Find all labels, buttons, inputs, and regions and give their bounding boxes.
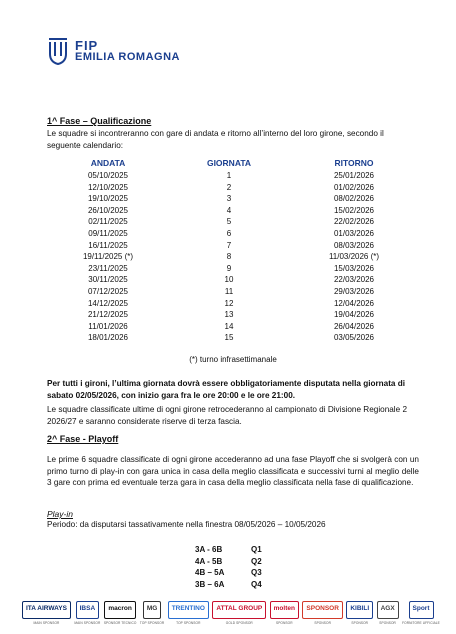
calendar-body <box>47 170 419 344</box>
phase2-title: 2^ Fase - Playoff <box>47 434 119 444</box>
match-pair: 3B – 6A <box>195 579 225 589</box>
match-code: Q1 <box>251 545 262 554</box>
cell-ritorno: 03/05/2026 <box>333 333 375 343</box>
sponsor-name: ITA AIRWAYS <box>22 601 71 619</box>
phase1-title: 1^ Fase – Qualificazione <box>47 116 152 126</box>
header-giornata: GIORNATA <box>206 158 252 168</box>
sponsor-name: Sport <box>409 601 434 619</box>
sponsor-logo <box>402 601 440 625</box>
relegation-text: Le squadre classificate ultime di ogni girone retrocederanno al campionato di Divisione Regionale 2 2026/27 e saranno considerate riserve di terza fascia. <box>47 405 408 426</box>
cell-ritorno: 29/03/2026 <box>333 286 375 296</box>
match-pair: 4A - 5B <box>195 556 223 566</box>
sponsor-name: AGX <box>377 601 399 619</box>
logo-line2: EMILIA ROMAGNA <box>75 51 180 63</box>
calendar-row <box>47 298 419 310</box>
phase1-intro: Le squadre si incontreranno con gare di andata e ritorno all’interno del loro girone, secondo il seguente calendario: <box>47 129 384 150</box>
cell-ritorno: 15/03/2026 <box>333 263 375 273</box>
cell-andata: 30/11/2025 <box>88 275 128 285</box>
sponsor-logo <box>74 601 100 625</box>
sponsor-name: MG <box>143 601 161 619</box>
cell-giornata: 6 <box>226 228 232 238</box>
cell-andata: 19/11/2025 (*) <box>82 252 134 262</box>
cell-ritorno: 25/01/2026 <box>333 171 375 180</box>
header-andata: ANDATA <box>90 158 126 168</box>
cell-ritorno: 22/03/2026 <box>333 275 375 285</box>
cell-andata: 11/01/2026 <box>88 321 128 331</box>
sponsor-name: ATTAL GROUP <box>212 601 266 619</box>
match-row <box>195 579 262 591</box>
cell-giornata: 1 <box>226 171 232 180</box>
sponsor-caption: FORNITORE UFFICIALE <box>402 621 440 625</box>
sponsor-logo <box>168 601 209 625</box>
cell-giornata: 2 <box>226 182 232 192</box>
match-pair: 4B – 5A <box>195 568 225 577</box>
calendar-row <box>47 240 419 252</box>
match-pair: 3A - 6B <box>195 545 223 554</box>
cell-andata: 07/12/2025 <box>87 286 129 296</box>
fip-shield-icon <box>47 36 69 66</box>
calendar-table <box>47 158 419 344</box>
calendar-row <box>47 332 419 344</box>
cell-giornata: 14 <box>224 321 234 331</box>
cell-andata: 05/10/2025 <box>87 171 129 180</box>
cell-ritorno: 11/03/2026 (*) <box>328 252 380 262</box>
match-row <box>195 544 262 556</box>
playin-title: Play-in <box>47 509 73 519</box>
sponsor-caption: GOLD SPONSOR <box>225 621 253 625</box>
cell-giornata: 3 <box>226 194 232 204</box>
cell-ritorno: 08/02/2026 <box>333 194 375 204</box>
sponsor-name: IBSA <box>76 601 100 619</box>
sponsor-logo <box>346 601 373 625</box>
sponsor-logo <box>212 601 266 625</box>
cell-andata: 23/11/2025 <box>88 263 128 273</box>
calendar-row <box>47 182 419 194</box>
cell-giornata: 8 <box>226 252 232 262</box>
cell-ritorno: 22/02/2026 <box>333 217 375 227</box>
sponsor-caption: MAIN SPONSOR <box>74 621 101 625</box>
match-row <box>195 556 262 568</box>
cell-andata: 18/01/2026 <box>87 333 129 343</box>
sponsor-logo <box>302 601 343 625</box>
cell-giornata: 7 <box>226 240 232 250</box>
cell-andata: 26/10/2025 <box>87 205 129 215</box>
cell-giornata: 10 <box>224 275 234 285</box>
sponsor-bar <box>22 601 440 625</box>
sponsor-caption: SPONSOR <box>379 621 396 625</box>
sponsor-name: molten <box>270 601 299 619</box>
calendar-row <box>47 205 419 217</box>
sponsor-name: macron <box>104 601 135 619</box>
cell-andata: 16/11/2025 <box>88 240 128 250</box>
sponsor-name: TRENTINO <box>168 601 209 619</box>
cell-ritorno: 08/03/2026 <box>333 240 375 250</box>
match-code: Q2 <box>251 556 262 566</box>
cell-ritorno: 19/04/2026 <box>333 310 375 320</box>
sponsor-logo <box>22 601 71 625</box>
cell-giornata: 13 <box>224 310 234 320</box>
calendar-row <box>47 274 419 286</box>
cell-ritorno: 01/02/2026 <box>333 182 375 192</box>
calendar-row <box>47 193 419 205</box>
sponsor-name: SPONSOR <box>302 601 343 619</box>
sponsor-name: KIBILI <box>346 601 373 619</box>
match-row <box>195 567 262 579</box>
calendar-row <box>47 309 419 321</box>
cell-giornata: 9 <box>226 263 232 273</box>
cell-andata: 19/10/2025 <box>87 194 129 204</box>
sponsor-caption: SPONSOR <box>351 621 369 625</box>
cell-ritorno: 12/04/2026 <box>333 298 375 308</box>
calendar-row <box>47 228 419 240</box>
last-round-text: Per tutti i gironi, l’ultima giornata dovrà essere obbligatoriamente disputata nella giornata di sabato 02/05/2026, con inizio gara fra le ore 20:00 e le ore 21:00. <box>47 379 406 400</box>
cell-andata: 14/12/2025 <box>87 298 129 308</box>
sponsor-logo <box>270 601 299 625</box>
match-code: Q4 <box>251 579 262 589</box>
calendar-header <box>47 158 419 170</box>
cell-ritorno: 15/02/2026 <box>333 205 375 215</box>
calendar-note: (*) turno infrasettimanale <box>189 355 277 364</box>
calendar-row <box>47 286 419 298</box>
sponsor-caption: SPONSOR <box>314 621 331 625</box>
calendar-row <box>47 170 419 182</box>
sponsor-caption: MAIN SPONSOR <box>33 621 60 625</box>
calendar-row <box>47 263 419 275</box>
cell-giornata: 12 <box>224 298 234 308</box>
cell-giornata: 11 <box>224 286 234 296</box>
cell-andata: 02/11/2025 <box>88 217 128 227</box>
phase2-intro: Le prime 6 squadre classificate di ogni girone accederanno ad una fase Playoff che si svolgerà con un primo turno di play-in con gara unica in casa della meglio classificata e successivi turni al meglio delle 3 gare con prima ed eventuale terza gara in casa della meglio classificata nella fase di qualificazione. <box>47 455 419 487</box>
sponsor-caption: TOP SPONSOR <box>176 621 201 625</box>
playin-periodo: Periodo: da disputarsi tassativamente nella finestra 08/05/2026 – 10/05/2026 <box>47 520 326 529</box>
cell-ritorno: 26/04/2026 <box>333 321 375 331</box>
sponsor-logo <box>377 601 399 625</box>
calendar-row <box>47 251 419 263</box>
logo-line1: FIP <box>75 38 99 53</box>
sponsor-caption: SPONSOR TECNICO <box>103 621 137 625</box>
cell-giornata: 4 <box>226 205 232 215</box>
calendar-row <box>47 216 419 228</box>
header-ritorno: RITORNO <box>334 158 374 168</box>
cell-andata: 12/10/2025 <box>87 182 129 192</box>
cell-andata: 21/12/2025 <box>87 310 129 320</box>
fip-logo <box>47 36 180 66</box>
sponsor-caption: TOP SPONSOR <box>139 621 165 625</box>
cell-giornata: 5 <box>226 217 232 227</box>
match-code: Q3 <box>251 568 262 577</box>
sponsor-logo <box>140 601 164 625</box>
calendar-row <box>47 321 419 333</box>
cell-giornata: 15 <box>224 333 234 343</box>
sponsor-logo <box>104 601 137 625</box>
sponsor-caption: SPONSOR <box>275 621 293 625</box>
cell-ritorno: 01/03/2026 <box>333 228 375 238</box>
playin-matches <box>195 544 262 590</box>
cell-andata: 09/11/2025 <box>88 228 128 238</box>
